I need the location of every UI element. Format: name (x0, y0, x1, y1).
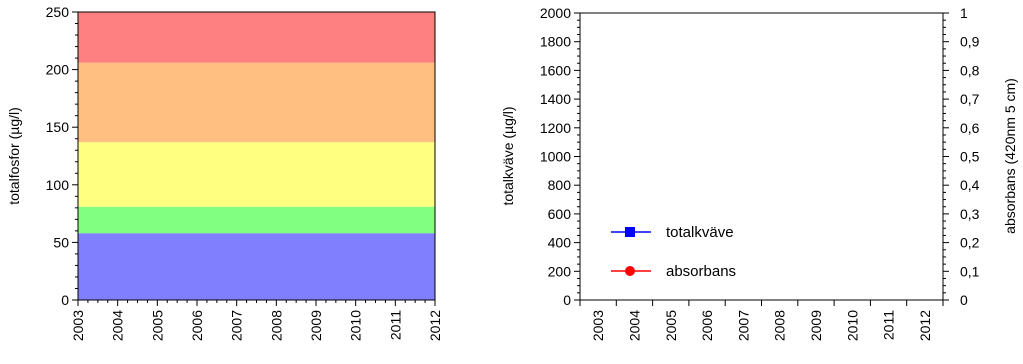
phosphorus-x-tick-label: 2008 (268, 310, 285, 342)
phosphorus-chart (6, 4, 443, 341)
phosphorus-x-tick-label: 2010 (347, 310, 364, 342)
absorbance-y-tick-label: 0,1 (960, 263, 980, 280)
absorbance-y-tick-label: 0,6 (960, 119, 980, 136)
nitrogen-y-tick-label: 0 (563, 292, 571, 308)
nitrogen-y-axis (540, 5, 580, 308)
phosphorus-x-tick-label: 2005 (149, 310, 166, 342)
absorbance-y-tick-label: 0,9 (960, 33, 980, 50)
nitrogen-x-axis (580, 300, 943, 341)
nitrogen-x-tick-label: 2009 (807, 310, 824, 342)
nitrogen-y-tick-label: 1000 (539, 148, 571, 165)
phosphorus-x-tick-label: 2006 (189, 310, 205, 342)
nitrogen-x-tick-label: 2010 (844, 310, 861, 342)
nitrogen-y-tick-label: 400 (547, 234, 571, 251)
phosphorus-y-tick-label: 250 (45, 4, 69, 20)
legend-label-totalkvave: totalkväve (666, 224, 734, 241)
absorbance-y-tick-label: 0,5 (960, 148, 980, 165)
phosphorus-y-axis (46, 4, 78, 308)
nitrogen-y-tick-label: 800 (547, 177, 571, 194)
phosphorus-x-axis (70, 300, 443, 341)
nitrogen-x-tick-label: 2007 (735, 310, 752, 342)
absorbance-y-tick-label: 0,8 (960, 62, 980, 79)
phosphorus-y-tick-label: 0 (61, 292, 69, 308)
phosphorus-band-0 (78, 233, 435, 300)
nitrogen-y-tick-label: 200 (547, 263, 571, 280)
nitrogen-y-tick-label: 1400 (539, 91, 571, 108)
absorbance-y-tick-label: 0,7 (960, 91, 980, 108)
phosphorus-class-bands (78, 12, 435, 300)
nitrogen-y-tick-label: 1200 (539, 119, 571, 136)
nitrogen-x-tick-label: 2011 (880, 310, 897, 341)
chart-legend (611, 224, 736, 280)
phosphorus-x-tick-label: 2009 (308, 310, 324, 342)
absorbance-y-tick-label: 0 (960, 292, 968, 308)
nitrogen-y-tick-label: 2000 (539, 5, 571, 21)
phosphorus-y-tick-label: 150 (45, 119, 69, 136)
nitrogen-x-tick-label: 2008 (771, 310, 788, 342)
absorbance-y-tick-label: 0,2 (960, 234, 980, 251)
legend-entry-totalkvave (611, 224, 734, 241)
phosphorus-y-tick-label: 50 (53, 234, 69, 251)
nitrogen-plot-frame (580, 13, 943, 300)
phosphorus-x-tick-label: 2004 (109, 310, 126, 342)
nitrogen-x-tick-label: 2003 (590, 310, 607, 342)
nitrogen-x-tick-label: 2004 (626, 310, 643, 342)
legend-marker-circle (625, 266, 635, 276)
legend-label-absorbans: absorbans (666, 263, 737, 280)
phosphorus-band-3 (78, 63, 435, 142)
phosphorus-y-tick-label: 200 (45, 61, 69, 78)
phosphorus-y-axis-title: totalfosfor (µg/l) (6, 107, 22, 205)
phosphorus-x-tick-label: 2012 (427, 310, 443, 342)
nitrogen-y-tick-label: 600 (547, 205, 571, 222)
absorbance-y-tick-label: 0,4 (960, 177, 980, 194)
absorbance-y-tick-label: 0,3 (960, 205, 980, 222)
nitrogen-y-tick-label: 1800 (539, 33, 571, 50)
nitrogen-absorbance-chart (500, 5, 1018, 341)
phosphorus-band-4 (78, 12, 435, 63)
absorbance-y-tick-label: 1 (960, 5, 968, 21)
nitrogen-y-tick-label: 1600 (539, 62, 571, 79)
absorbance-y-axis (943, 5, 980, 308)
legend-marker-square (625, 227, 635, 237)
phosphorus-y-tick-label: 100 (45, 176, 69, 193)
absorbance-y-axis-title: absorbans (420nm 5 cm) (1002, 78, 1018, 234)
phosphorus-x-tick-label: 2007 (228, 310, 245, 342)
legend-entry-absorbans (611, 263, 736, 280)
phosphorus-band-2 (78, 142, 435, 207)
nitrogen-x-tick-label: 2006 (699, 310, 716, 342)
phosphorus-x-tick-label: 2011 (387, 310, 404, 341)
phosphorus-band-1 (78, 207, 435, 233)
phosphorus-x-tick-label: 2003 (70, 310, 86, 342)
nitrogen-x-tick-label: 2012 (916, 310, 933, 342)
nitrogen-x-tick-label: 2005 (662, 310, 679, 342)
nitrogen-y-axis-title: totalkväve (µg/l) (500, 106, 516, 206)
